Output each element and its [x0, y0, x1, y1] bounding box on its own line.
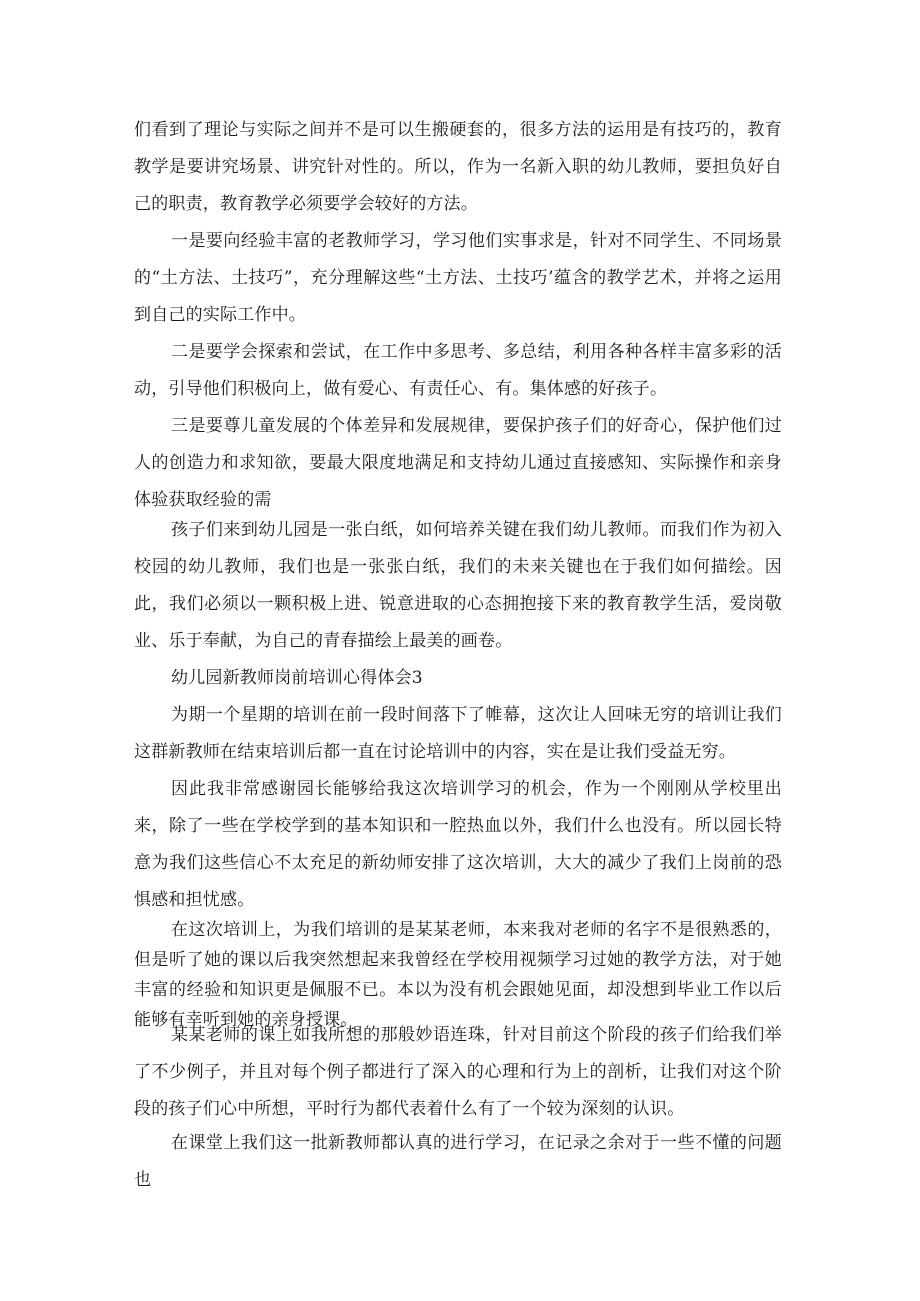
- paragraph-10: 在课堂上我们这一批新教师都认真的进行学习，在记录之余对于一些不懂的问题也: [134, 1133, 782, 1190]
- paragraph-6: 为期一个星期的培训在前一段时间落下了帷幕，这次让人回味无穷的培训让我们这群新教师在结束培训后都一直在讨论培训中的内容，实在是让我们受益无穷。: [134, 705, 782, 762]
- paragraph-7: 因此我非常感谢园长能够给我这次培训学习的机会，作为一个刚刚从学校里出来，除了一些在学校学到的基本知识和一腔热血以外，我们什么也没有。所以园长特意为我们这些信心不太充足的新幼师安排了这次培训，大大的减少了我们上岗前的恐惧感和担忧感。: [134, 779, 782, 910]
- paragraph-3: 二是要学会探索和尝试，在工作中多思考、多总结，利用各种各样丰富多彩的活动，引导他们积极向上，做有爱心、有责任心、有。集体感的好孩子。: [134, 342, 782, 399]
- paragraph-2: 一是要向经验丰富的老教师学习，学习他们实事求是，针对不同学生、不同场景的“土方法、土技巧”，充分理解这些“土方法、土技巧’蕴含的教学艺术，并将之运用到自己的实际工作中。: [134, 231, 782, 325]
- paragraph-9: 某某老师的课上如我所想的那般妙语连珠，针对目前这个阶段的孩子们给我们举了不少例子，并且对每个例子都进行了深入的心理和行为上的剖析，让我们对这个阶段的孩子们心中所想，平时行为都代表着什么有了一个较为深刻的认识。: [134, 1025, 782, 1119]
- paragraph-1: 们看到了理论与实际之间并不是可以生搬硬套的，很多方法的运用是有技巧的，教育教学是要讲究场景、讲究针对性的。所以，作为一名新入职的幼儿教师，要担负好自己的职责，教育教学必须要学会较好的方法。: [134, 120, 782, 214]
- paragraph-8: 在这次培训上，为我们培训的是某某老师，本来我对老师的名字不是很熟悉的，但是听了她的课以后我突然想起来我曾经在学校用视频学习过她的教学方法，对于她丰富的经验和知识更是佩服不已。本以为没有机会跟她见面，却没想到毕业工作以后能够有幸听到她的亲身授课。: [134, 920, 782, 1030]
- paragraph-4: 三是要尊儿童发展的个体差异和发展规律，要保护孩子们的好奇心，保护他们过人的创造力和求知欲，要最大限度地满足和支持幼儿通过直接感知、实际操作和亲身体验获取经验的需: [134, 416, 782, 510]
- section-heading: 幼儿园新教师岗前培训心得体会3: [171, 668, 423, 688]
- paragraph-5: 孩子们来到幼儿园是一张白纸，如何培养关键在我们幼儿教师。而我们作为初入校园的幼儿教师，我们也是一张张白纸，我们的未来关键也在于我们如何描绘。因此，我们必须以一颗积极上进、锐意进取的心态拥抱接下来的教育教学生活，爱岗敬业、乐于奉献，为自己的青春描绘上最美的画卷。: [134, 520, 782, 651]
